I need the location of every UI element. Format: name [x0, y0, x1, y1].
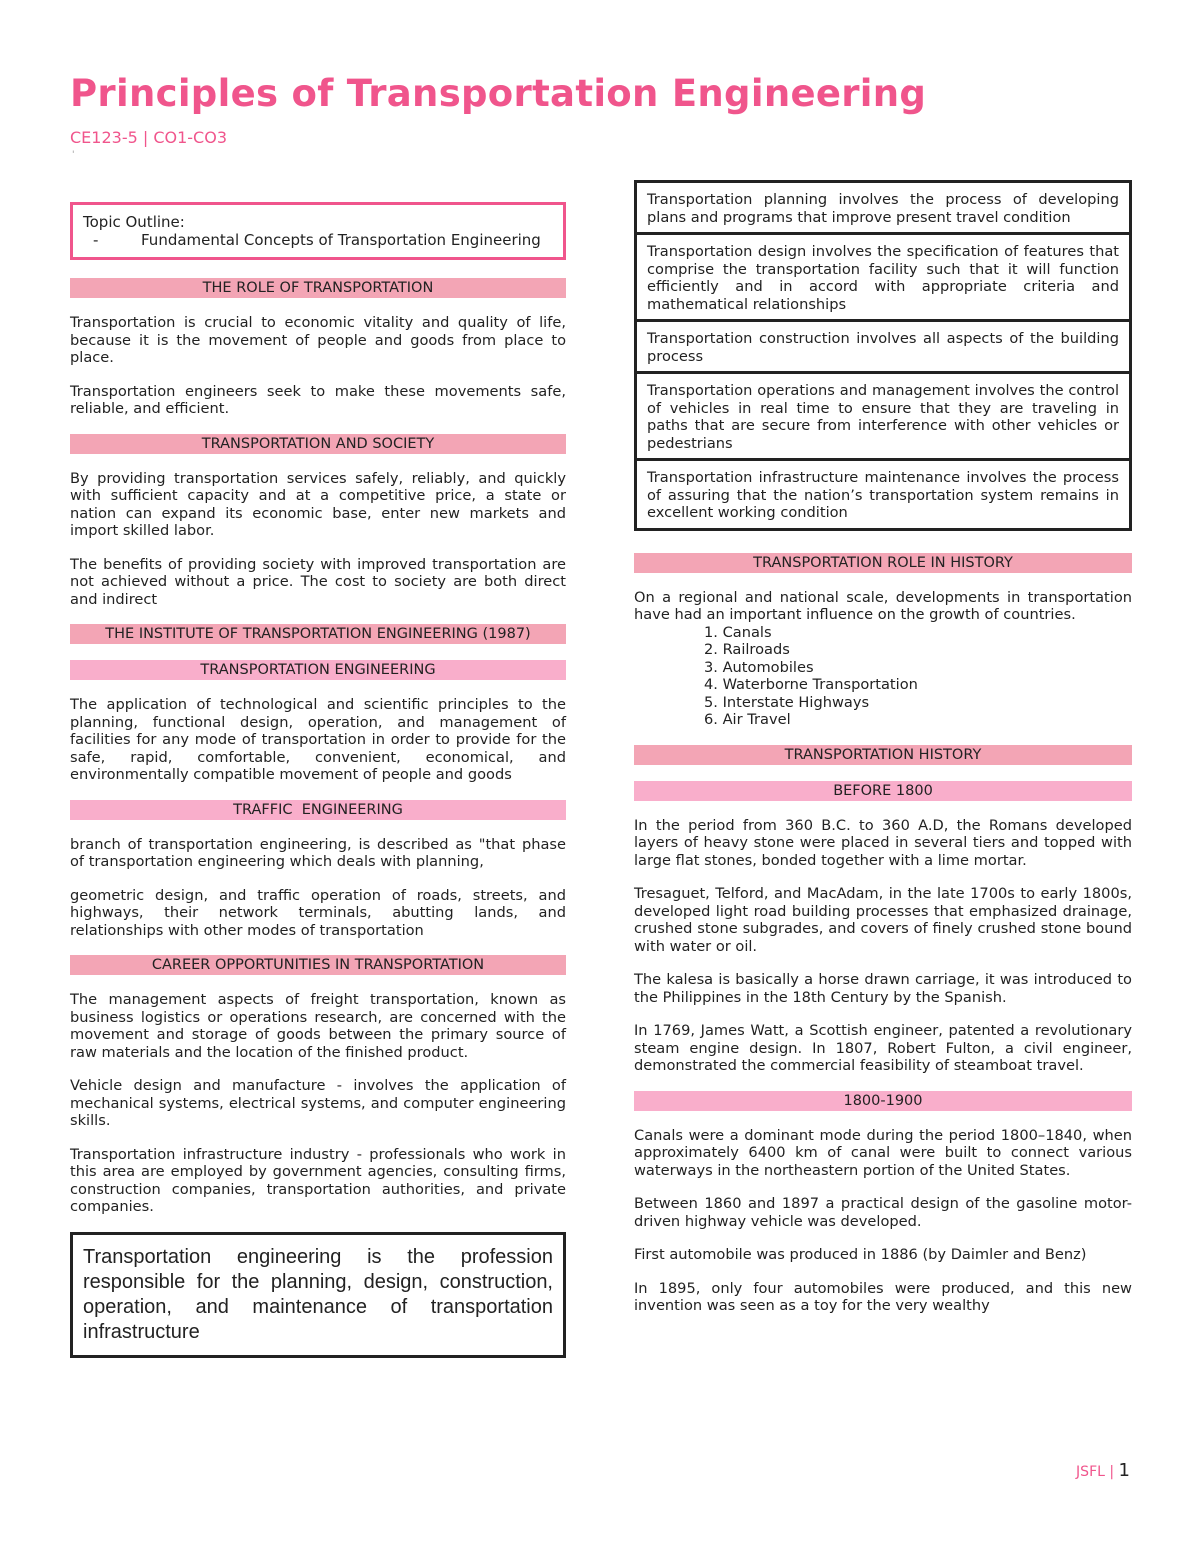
paragraph: Transportation engineers seek to make these movements safe, reliable, and efficient.	[70, 382, 566, 417]
definition-box-maintenance: Transportation infrastructure maintenance involves the process of assuring that the nation’s transportation system remains in excellent working condition	[634, 461, 1132, 531]
topic-outline-item	[83, 231, 553, 249]
section-header-society: TRANSPORTATION AND SOCIETY	[70, 434, 566, 454]
section-header-history: TRANSPORTATION HISTORY	[634, 745, 1132, 765]
paragraph: In 1769, James Watt, a Scottish engineer, patented a revolutionary steam engine design. In 1807, Robert Fulton, a civil engineer, demonstrated the commercial feasibility of steamboat travel.	[634, 1022, 1132, 1074]
paragraph: The management aspects of freight transportation, known as business logistics or operations research, are concerned with the movement and storage of goods between the primary source of raw materials and the location of the finished product.	[70, 991, 566, 1061]
topic-outline-label: Topic Outline:	[83, 213, 185, 231]
section-header-te: TRANSPORTATION ENGINEERING	[70, 660, 566, 680]
left-column	[70, 202, 566, 1358]
section-header-role-history: TRANSPORTATION ROLE IN HISTORY	[634, 553, 1132, 573]
paragraph: First automobile was produced in 1886 (by Daimler and Benz)	[634, 1246, 1087, 1263]
page-footer	[1076, 1460, 1130, 1481]
topic-outline-text: Fundamental Concepts of Transportation Engineering	[141, 231, 541, 249]
section-header-traffic: TRAFFIC ENGINEERING	[70, 800, 566, 820]
section-header-1800-1900: 1800-1900	[634, 1091, 1132, 1111]
list-item: 6. Air Travel	[704, 711, 791, 728]
paragraph: Tresaguet, Telford, and MacAdam, in the late 1700s to early 1800s, developed light road building processes that emphasized drainage, crushed stone subgrades, and covers of finely crushed stone bound with water or oil.	[634, 885, 1132, 955]
paragraph: In the period from 360 B.C. to 360 A.D, the Romans developed layers of heavy stone were placed in several tiers and topped with large flat stones, bonded together with a lime mortar.	[634, 816, 1132, 869]
author-initials: JSFL |	[1076, 1464, 1115, 1480]
paragraph: By providing transportation services safely, reliably, and quickly with sufficient capacity and at a competitive price, a state or nation can expand its economic base, enter new markets and import skilled labor.	[70, 469, 566, 539]
paragraph: Transportation infrastructure industry - professionals who work in this area are employed by government agencies, consulting firms, construction companies, transportation authorities, and private companies.	[70, 1145, 566, 1215]
list-item: 5. Interstate Highways	[704, 693, 870, 711]
paragraph: Canals were a dominant mode during the period 1800–1840, when approximately 6400 km of canal were built to connect various waterways in the northeastern portion of the United States.	[634, 1126, 1132, 1179]
section-header-role: THE ROLE OF TRANSPORTATION	[70, 278, 566, 298]
paragraph: geometric design, and traffic operation of roads, streets, and highways, their network terminals, abutting lands, and relationships with other modes of transportation	[70, 886, 566, 939]
definition-box-planning: Transportation planning involves the process of developing plans and programs that improve present travel condition	[634, 180, 1132, 235]
page-title: Principles of Transportation Engineering	[70, 72, 927, 115]
section-header-career: CAREER OPPORTUNITIES IN TRANSPORTATION	[70, 955, 566, 975]
page-number: 1	[1118, 1460, 1130, 1481]
section-header-before-1800: BEFORE 1800	[634, 781, 1132, 801]
stray-mark: '	[72, 150, 75, 160]
list-item: 4. Waterborne Transportation	[704, 676, 918, 693]
paragraph: Transportation is crucial to economic vitality and quality of life, because it is the movement of people and goods from place to place.	[70, 314, 566, 366]
topic-outline-box	[70, 202, 566, 260]
paragraph: On a regional and national scale, developments in transportation have had an important influence on the growth of countries.	[634, 588, 1132, 623]
paragraph: The application of technological and scientific principles to the planning, functional design, operation, and management of facilities for any mode of transportation in order to provide for the safe, rapid, comfortable, convenient, economical, and environmentally compatible movement of people and goods	[70, 696, 566, 783]
list-item: 2. Railroads	[704, 641, 790, 658]
list-dash: -	[93, 231, 99, 249]
paragraph: Vehicle design and manufacture - involves the application of mechanical systems, electrical systems, and computer engineering skills.	[70, 1077, 566, 1129]
definition-box-construction: Transportation construction involves all aspects of the building process	[634, 322, 1132, 374]
section-header-institute: THE INSTITUTE OF TRANSPORTATION ENGINEERING (1987)	[70, 624, 566, 644]
paragraph: The benefits of providing society with improved transportation are not achieved without a price. The cost to society are both direct and indirect	[70, 555, 566, 608]
definition-callout-box: Transportation engineering is the profession responsible for the planning, design, construction, operation, and maintenance of transportation infrastructure	[70, 1232, 566, 1358]
list-item: 1. Canals	[704, 623, 772, 641]
paragraph: branch of transportation engineering, is described as "that phase of transportation engineering which deals with planning,	[70, 835, 566, 870]
paragraph: Between 1860 and 1897 a practical design of the gasoline motor-driven highway vehicle was developed.	[634, 1195, 1132, 1230]
paragraph: The kalesa is basically a horse drawn carriage, it was introduced to the Philippines in the 18th Century by the Spanish.	[634, 971, 1132, 1006]
history-mode-list	[634, 624, 1132, 729]
right-column	[634, 180, 1132, 1331]
definition-box-operations: Transportation operations and management involves the control of vehicles in real time to ensure that they are traveling in paths that are secure from interference with other vehicles or pedestrians	[634, 374, 1132, 461]
paragraph: In 1895, only four automobiles were produced, and this new invention was seen as a toy for the very wealthy	[634, 1279, 1132, 1314]
definition-box-design: Transportation design involves the specification of features that comprise the transportation facility such that it will function efficiently and in accord with appropriate criteria and mathematical relationships	[634, 235, 1132, 322]
list-item: 3. Automobiles	[704, 658, 814, 676]
course-code: CE123-5 | CO1-CO3	[70, 128, 227, 147]
